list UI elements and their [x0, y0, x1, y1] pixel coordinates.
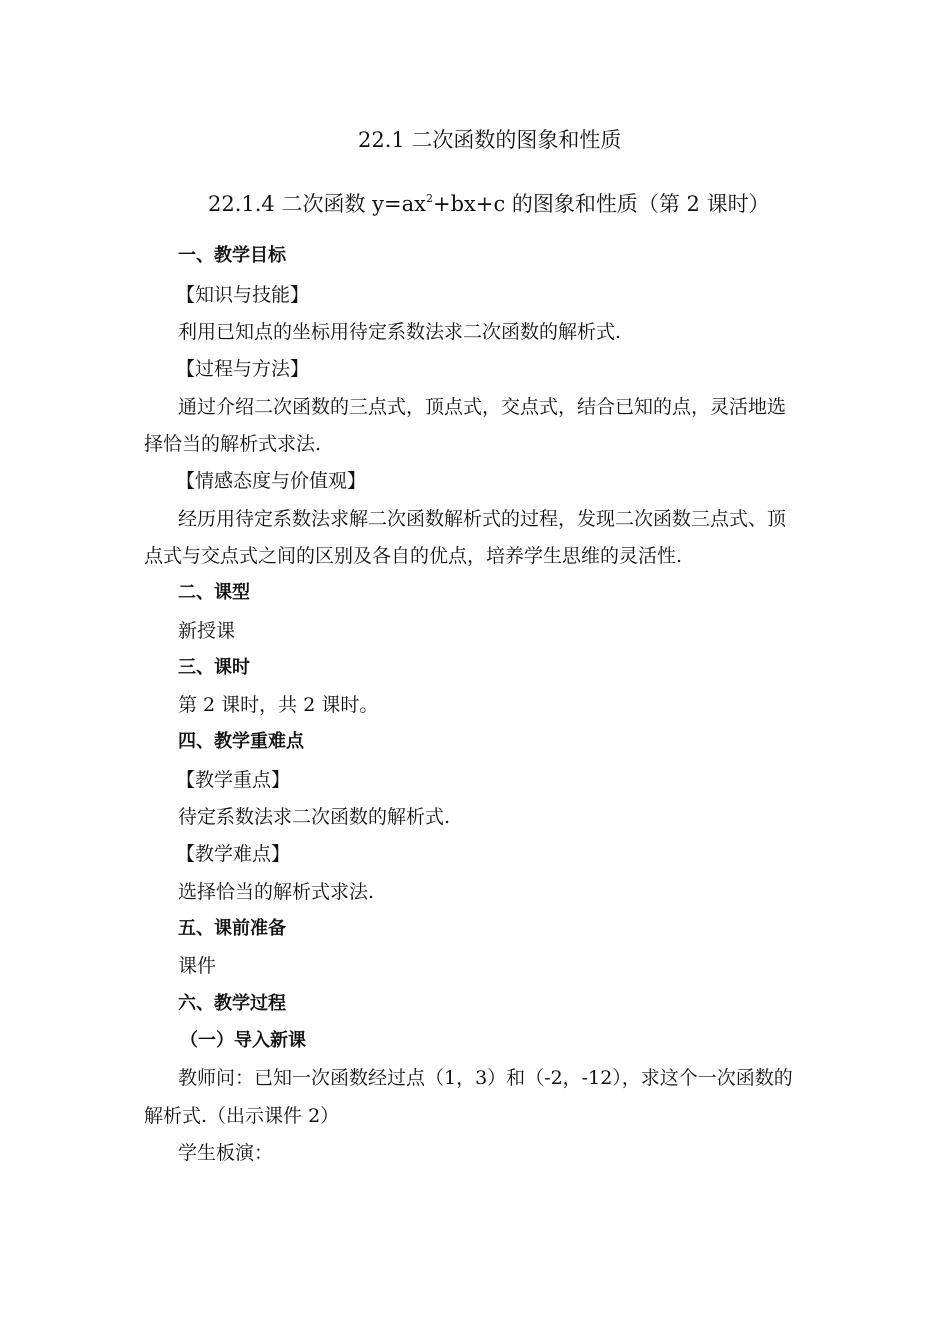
difficult-point-text: 选择恰当的解析式求法.	[178, 881, 375, 903]
knowledge-label: 【知识与技能】	[176, 284, 310, 306]
sub-title-part1: 22.1.4 二次函数 y=ax	[208, 192, 426, 216]
difficult-point-label: 【教学难点】	[176, 843, 291, 865]
section1-heading: 一、教学目标	[178, 245, 286, 266]
main-title: 22.1 二次函数的图象和性质	[358, 128, 622, 152]
teacher-question-line1: 教师问：已知一次函数经过点（1，3）和（-2，-12），求这个一次函数的	[178, 1067, 793, 1089]
process-text-line1: 通过介绍二次函数的三点式，顶点式，交点式，结合已知的点，灵活地选	[178, 396, 787, 418]
sub-title-part2: +bx+c 的图象和性质（第 2 课时）	[432, 192, 770, 216]
emotion-label: 【情感态度与价值观】	[176, 470, 367, 492]
teacher-question-line2: 解析式.（出示课件 2）	[144, 1105, 340, 1127]
section5-heading: 五、课前准备	[178, 918, 286, 939]
section2-text: 新授课	[178, 620, 236, 642]
process-text-line2: 择恰当的解析式求法.	[144, 433, 322, 455]
student-board-text: 学生板演：	[178, 1142, 274, 1164]
section3-text: 第 2 课时，共 2 课时。	[178, 694, 379, 716]
sub-title	[208, 192, 770, 216]
section4-heading: 四、教学重难点	[178, 731, 304, 752]
section6-subheading: （一）导入新课	[180, 1030, 306, 1051]
section6-heading: 六、教学过程	[178, 993, 286, 1014]
key-point-label: 【教学重点】	[176, 769, 291, 791]
process-label: 【过程与方法】	[176, 358, 310, 380]
section5-text: 课件	[178, 955, 217, 977]
emotion-text-line2: 点式与交点式之间的区别及各自的优点，培养学生思维的灵活性.	[144, 545, 683, 567]
emotion-text-line1: 经历用待定系数法求解二次函数解析式的过程，发现二次函数三点式、顶	[178, 508, 787, 530]
section3-heading: 三、课时	[178, 657, 250, 678]
key-point-text: 待定系数法求二次函数的解析式.	[178, 806, 451, 828]
section2-heading: 二、课型	[178, 582, 250, 603]
sub-title-superscript: 2	[425, 192, 433, 205]
knowledge-text: 利用已知点的坐标用待定系数法求二次函数的解析式.	[178, 321, 622, 343]
